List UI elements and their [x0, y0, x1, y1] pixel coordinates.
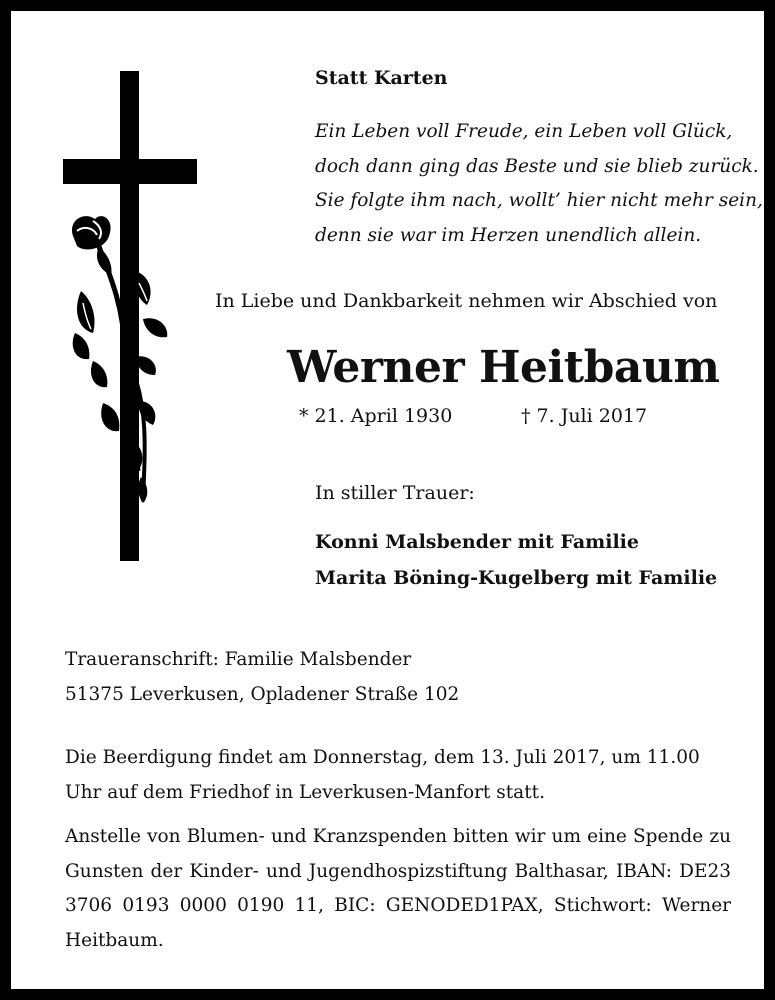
birth-date: * 21. April 1930 [299, 405, 453, 427]
statt-karten-heading: Statt Karten [315, 67, 448, 89]
poem-line: denn sie war im Herzen unendlich allein. [315, 224, 702, 246]
donation-request: Anstelle von Blumen- und Kranzspenden bitten wir um eine Spende zu Gunsten der Kinder- und Jugendhospizstiftung Balthasar, IBAN: DE23 3706 0193 0000 0190 11, BIC: GENODED1PAX, Stichwort: Werner Heitbaum. [65, 826, 731, 951]
address-line: 51375 Leverkusen, Opladener Straße 102 [65, 683, 460, 705]
mourner: Marita Böning-Kugelberg mit Familie [315, 567, 718, 589]
death-date: † 7. Juli 2017 [521, 405, 648, 427]
poem-line: Ein Leben voll Freude, ein Leben voll Glück, [315, 121, 733, 142]
cross-with-rose-icon [63, 71, 203, 566]
burial-notice: Die Beerdigung findet am Donnerstag, dem 13. Juli 2017, um 11.00 Uhr auf dem Friedhof in Leverkusen-Manfort statt. [65, 747, 700, 803]
address-line: Traueranschrift: Familie Malsbender [65, 649, 412, 670]
deceased-name: Werner Heitbaum [287, 342, 720, 393]
poem-line: Sie folgte ihm nach, wollt’ hier nicht mehr sein, [315, 190, 763, 211]
poem-line: doch dann ging das Beste und sie blieb zurück. [315, 155, 759, 177]
farewell-intro: In Liebe und Dankbarkeit nehmen wir Abschied von [215, 290, 718, 312]
mourner: Konni Malsbender mit Familie [315, 531, 639, 553]
mourners-list [315, 524, 717, 596]
poem [315, 115, 763, 253]
mourning-address [65, 643, 731, 712]
mourning-label: In stiller Trauer: [315, 482, 475, 504]
